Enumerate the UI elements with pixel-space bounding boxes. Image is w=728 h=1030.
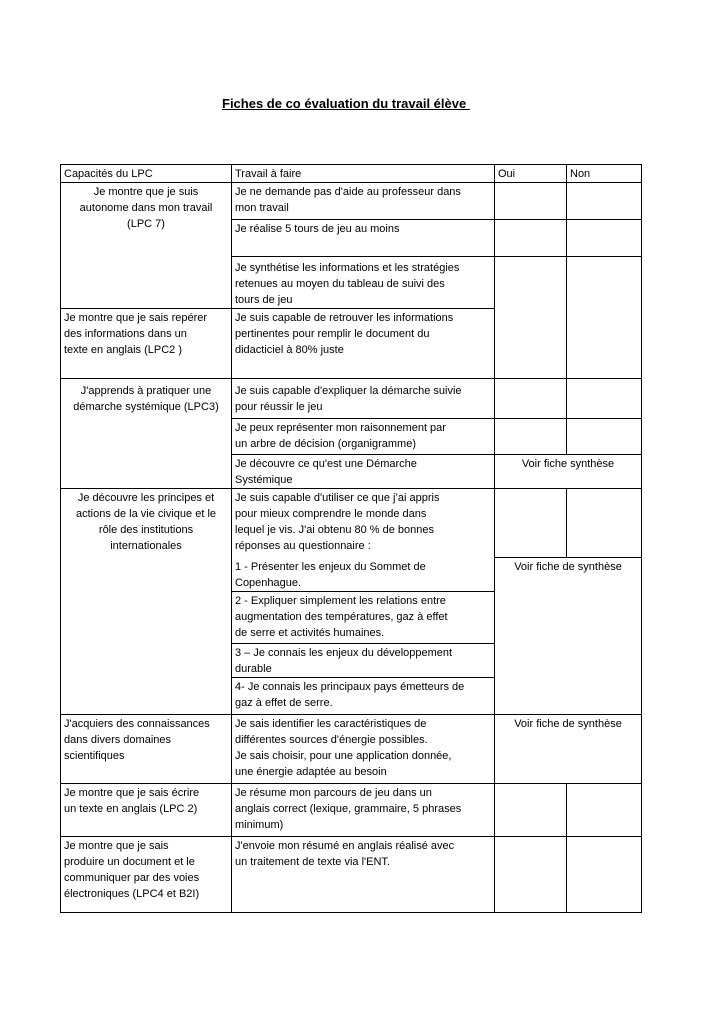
- task-cell: 1 - Présenter les enjeux du Sommet de Copenhague.: [232, 558, 495, 592]
- capacite-cell-lpc4: Je montre que je sais produire un document et le communiquer par des voies électroniques (LPC4 et B2I): [61, 837, 232, 913]
- non-checkbox-cell[interactable]: [567, 837, 642, 913]
- non-checkbox-cell[interactable]: [567, 257, 642, 309]
- non-checkbox-cell[interactable]: [567, 489, 642, 558]
- task-cell: Je suis capable de retrouver les informations pertinentes pour remplir le document du didacticiel à 80% juste: [232, 309, 495, 379]
- note-cell-sci: Voir fiche de synthèse: [495, 715, 642, 784]
- task-cell: Je suis capable d'utiliser ce que j’ai appris pour mieux comprendre le monde dans lequel je vis. J'ai obtenu 80 % de bonnes réponses au questionnaire :: [232, 489, 495, 558]
- capacite-cell-lpc2a: Je montre que je sais repérer des informations dans un texte en anglais (LPC2 ): [61, 309, 232, 379]
- header-oui: Oui: [495, 165, 567, 183]
- note-cell-lpc3: Voir fiche synthèse: [495, 455, 642, 489]
- table-row: [61, 837, 642, 913]
- non-checkbox-cell[interactable]: [567, 784, 642, 837]
- task-cell: Je peux représenter mon raisonnement par un arbre de décision (organigramme): [232, 419, 495, 455]
- capacite-cell-lpc2b: Je montre que je sais écrire un texte en anglais (LPC 2): [61, 784, 232, 837]
- note-cell-lpc6: Voir fiche de synthèse: [495, 558, 642, 715]
- header-travail: Travail à faire: [232, 165, 495, 183]
- task-cell: 4- Je connais les principaux pays émetteurs de gaz à effet de serre.: [232, 678, 495, 715]
- table-row: [61, 715, 642, 784]
- oui-checkbox-cell[interactable]: [495, 784, 567, 837]
- table-row: [61, 489, 642, 558]
- non-checkbox-cell[interactable]: [567, 183, 642, 220]
- oui-checkbox-cell[interactable]: [495, 419, 567, 455]
- capacite-cell-lpc6: Je découvre les principes et actions de la vie civique et le rôle des institutions internationales: [61, 489, 232, 715]
- task-cell: Je découvre ce qu'est une Démarche Systémique: [232, 455, 495, 489]
- non-checkbox-cell[interactable]: [567, 220, 642, 257]
- evaluation-table: [60, 164, 642, 913]
- capacite-cell-lpc3: J'apprends à pratiquer une démarche systémique (LPC3): [61, 379, 232, 489]
- oui-checkbox-cell[interactable]: [495, 183, 567, 220]
- task-cell: 2 - Expliquer simplement les relations entre augmentation des températures, gaz à effet de serre et activités humaines.: [232, 592, 495, 644]
- table-row: [61, 183, 642, 220]
- oui-checkbox-cell[interactable]: [495, 309, 567, 379]
- header-capacites: Capacités du LPC: [61, 165, 232, 183]
- task-cell: Je réalise 5 tours de jeu au moins: [232, 220, 495, 257]
- table-row: [61, 379, 642, 419]
- task-cell: 3 – Je connais les enjeux du développement durable: [232, 644, 495, 678]
- page-title: Fiches de co évaluation du travail élève: [222, 96, 470, 111]
- task-cell: Je ne demande pas d'aide au professeur dans mon travail: [232, 183, 495, 220]
- task-cell: Je synthétise les informations et les stratégies retenues au moyen du tableau de suivi des tours de jeu: [232, 257, 495, 309]
- task-cell: J'envoie mon résumé en anglais réalisé avec un traitement de texte via l'ENT.: [232, 837, 495, 913]
- oui-checkbox-cell[interactable]: [495, 220, 567, 257]
- oui-checkbox-cell[interactable]: [495, 837, 567, 913]
- task-cell: Je résume mon parcours de jeu dans un anglais correct (lexique, grammaire, 5 phrases minimum): [232, 784, 495, 837]
- table-row: [61, 309, 642, 379]
- non-checkbox-cell[interactable]: [567, 379, 642, 419]
- task-cell: Je suis capable d'expliquer la démarche suivie pour réussir le jeu: [232, 379, 495, 419]
- oui-checkbox-cell[interactable]: [495, 257, 567, 309]
- header-non: Non: [567, 165, 642, 183]
- table-row: [61, 784, 642, 837]
- table-header-row: [61, 165, 642, 183]
- capacite-cell-lpc7: Je montre que je suis autonome dans mon travail (LPC 7): [61, 183, 232, 309]
- non-checkbox-cell[interactable]: [567, 309, 642, 379]
- oui-checkbox-cell[interactable]: [495, 379, 567, 419]
- non-checkbox-cell[interactable]: [567, 419, 642, 455]
- capacite-cell-sci: J'acquiers des connaissances dans divers domaines scientifiques: [61, 715, 232, 784]
- task-cell: Je sais identifier les caractéristiques de différentes sources d'énergie possibles. Je sais choisir, pour une application donnée, une énergie adaptée au besoin: [232, 715, 495, 784]
- oui-checkbox-cell[interactable]: [495, 489, 567, 558]
